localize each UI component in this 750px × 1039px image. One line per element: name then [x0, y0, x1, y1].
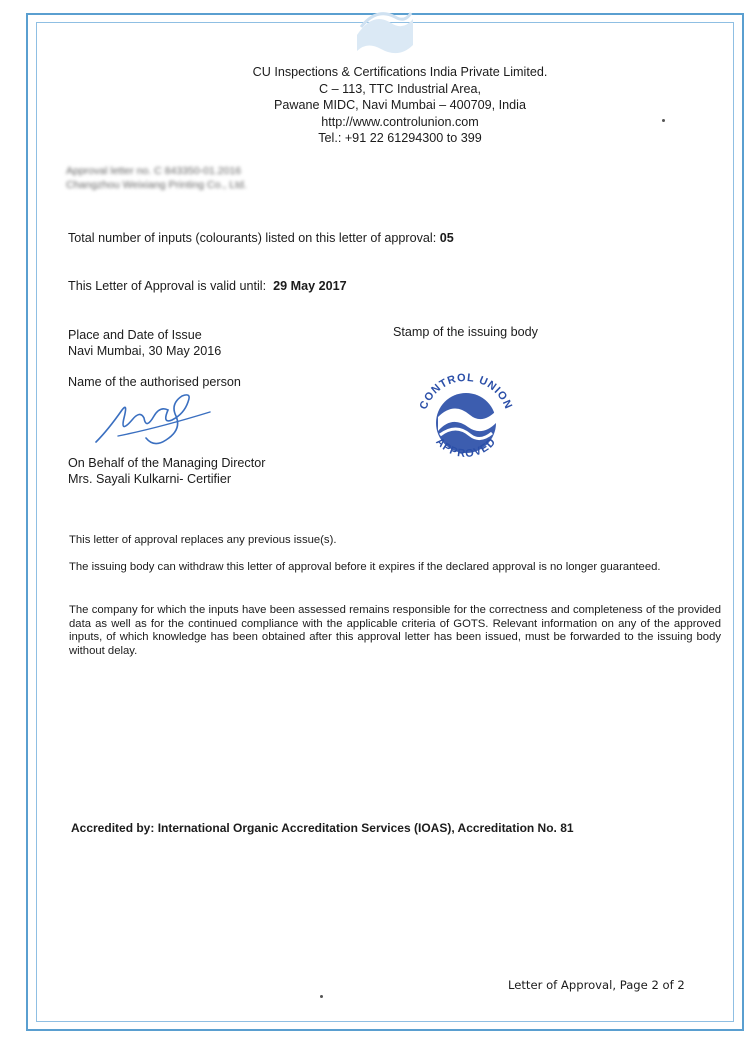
authorised-behalf: On Behalf of the Managing Director: [68, 456, 266, 470]
paragraph-replaces: This letter of approval replaces any previous issue(s).: [69, 534, 337, 546]
accreditation-line: Accredited by: International Organic Accreditation Services (IOAS), Accreditation No. 81: [71, 821, 574, 835]
issuer-phone: Tel.: +91 22 61294300 to 399: [318, 131, 482, 145]
authorised-block: [68, 455, 265, 487]
issuer-street: C – 113, TTC Industrial Area,: [319, 81, 481, 96]
page-footer: Letter of Approval, Page 2 of 2: [508, 978, 685, 992]
stamp-bottom-text: APPROVED: [433, 435, 499, 461]
validity-line: This Letter of Approval is valid until: 29 May 2017: [68, 279, 347, 293]
approval-letter-number: Approval letter no. C 843350-01.2016: [66, 165, 242, 177]
speck-mark: [662, 119, 665, 122]
wave-logo-icon: [355, 5, 415, 63]
inputs-count-line: Total number of inputs (colourants) listed on this letter of approval: 05: [68, 231, 454, 245]
issuer-website: http://www.controlunion.com: [321, 114, 479, 129]
signature-icon: [88, 380, 218, 460]
issuer-name: CU Inspections & Certifications India Private Limited.: [252, 65, 548, 79]
approval-company-name: Changzhou Weixiang Printing Co., Ltd.: [66, 179, 247, 191]
issuer-address: [160, 64, 640, 147]
paragraph-responsibility: The company for which the inputs have been assessed remains responsible for the correctness and completeness of the provided data as well as for the continued compliance with the applicable criteria of GOTS. Relevant information on any of the approved inputs, of which knowledge has been obtained after this approval letter has been issued, must be forwarded to the issuing body without delay.: [69, 604, 721, 657]
authorised-name: Mrs. Sayali Kulkarni- Certifier: [68, 472, 232, 486]
control-union-approved-stamp-icon: [410, 365, 522, 477]
issue-value: Navi Mumbai, 30 May 2016: [68, 344, 222, 358]
stamp-top-text: CONTROL UNION: [417, 371, 515, 412]
stamp-label: Stamp of the issuing body: [393, 325, 538, 339]
paragraph-withdraw: The issuing body can withdraw this letter of approval before it expires if the declared approval is no longer guaranteed.: [69, 561, 661, 573]
speck-mark: [320, 995, 323, 998]
inputs-count-value: 05: [439, 231, 454, 245]
issue-block: [68, 327, 221, 359]
validity-date: 29 May 2017: [273, 279, 347, 293]
issuer-city: Pawane MIDC, Navi Mumbai – 400709, India: [273, 98, 526, 112]
authorised-person-label: Name of the authorised person: [68, 375, 241, 389]
issue-label: Place and Date of Issue: [68, 328, 202, 342]
